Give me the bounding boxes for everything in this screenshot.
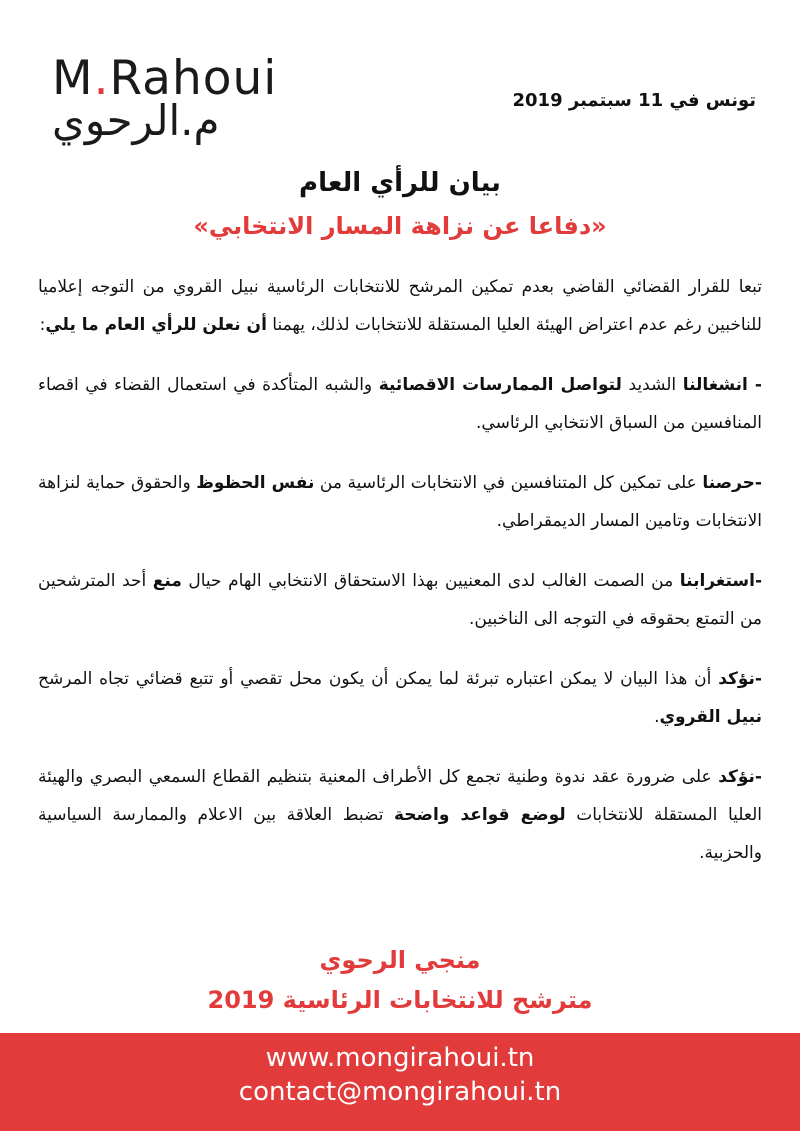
emphasis-text: -نؤكد — [718, 767, 762, 787]
body-paragraph — [38, 366, 762, 442]
emphasis-text: لتواصل الممارسات الاقصائية — [378, 375, 622, 395]
paragraph-text: على تمكين كل المتنافسين في الانتخابات الرئاسية من — [314, 473, 703, 493]
emphasis-text: أن نعلن للرأي العام ما يلي — [45, 315, 267, 335]
paragraph-text: : — [39, 315, 46, 335]
body-paragraph — [38, 758, 762, 872]
signature-block — [0, 940, 800, 1020]
emphasis-text: -نؤكد — [718, 669, 762, 689]
logo-dot: . — [93, 51, 110, 106]
body-paragraph — [38, 660, 762, 736]
footer-email-link[interactable]: contact@mongirahoui.tn — [238, 1077, 562, 1107]
body-paragraph — [38, 562, 762, 638]
paragraph-text: أحد المترشحين من التمتع بحقوقه في التوجه الى الناخبين. — [38, 571, 762, 629]
logo-latin-part2: Rahoui — [109, 51, 278, 106]
paragraph-text: من الصمت الغالب لدى المعنيين بهذا الاستحقاق الانتخابي الهام حيال — [181, 571, 680, 591]
logo — [52, 51, 278, 145]
emphasis-text: - انشغالنا — [682, 375, 762, 395]
emphasis-text: -استغرابنا — [679, 571, 762, 591]
logo-arabic-name: م.الرحوي — [52, 96, 220, 145]
paragraph-text: . — [654, 707, 660, 727]
document-subtitle: «دفاعا عن نزاهة المسار الانتخابي» — [193, 212, 607, 240]
paragraph-text: تبعا للقرار القضائي القاضي بعدم تمكين المرشح للانتخابات الرئاسية نبيل القروي من التوجه إعلاميا للناخبين رغم عدم اعتراض الهيئة العليا المستقلة للانتخابات لذلك، يهمنا — [38, 277, 762, 335]
emphasis-text: لوضع قواعد واضحة — [394, 805, 566, 825]
emphasis-text: نفس الحظوظ — [196, 473, 315, 493]
paragraph-text: الشديد — [621, 375, 683, 395]
emphasis-text: -حرصنا — [702, 473, 762, 493]
footer-bar — [0, 1033, 800, 1131]
body-paragraph — [38, 464, 762, 540]
paragraph-text: والحقوق حماية لنزاهة الانتخابات وتامين المسار الديمقراطي. — [38, 473, 762, 531]
signature-role: مترشح للانتخابات الرئاسية 2019 — [207, 986, 593, 1014]
emphasis-text: نبيل القروي — [659, 707, 762, 727]
paragraph-text: والشبه المتأكدة في استعمال القضاء في اقصاء المنافسين من السباق الانتخابي الرئاسي. — [38, 375, 762, 433]
signature-name: منجي الرحوي — [319, 946, 481, 974]
footer-website-link[interactable]: www.mongirahoui.tn — [265, 1043, 535, 1073]
paragraph-text: أن هذا البيان لا يمكن اعتباره تبرئة لما يمكن أن يكون محل تقصي أو تتبع قضائي تجاه المرشح — [38, 669, 719, 689]
document-title: بيان للرأي العام — [299, 168, 501, 198]
emphasis-text: منع — [152, 571, 182, 591]
paragraph-text: تضبط العلاقة بين الاعلام والممارسة السياسية والحزبية. — [38, 805, 762, 863]
paragraph-text: على ضرورة عقد ندوة وطنية تجمع كل الأطراف المعنية بتنظيم القطاع السمعي البصري والهيئة العليا المستقلة للانتخابات — [38, 767, 763, 825]
body-paragraph — [38, 268, 762, 344]
document-body — [38, 268, 762, 894]
document-date: تونس في 11 سبتمبر 2019 — [512, 90, 756, 111]
logo-latin-part1: M — [52, 51, 94, 106]
